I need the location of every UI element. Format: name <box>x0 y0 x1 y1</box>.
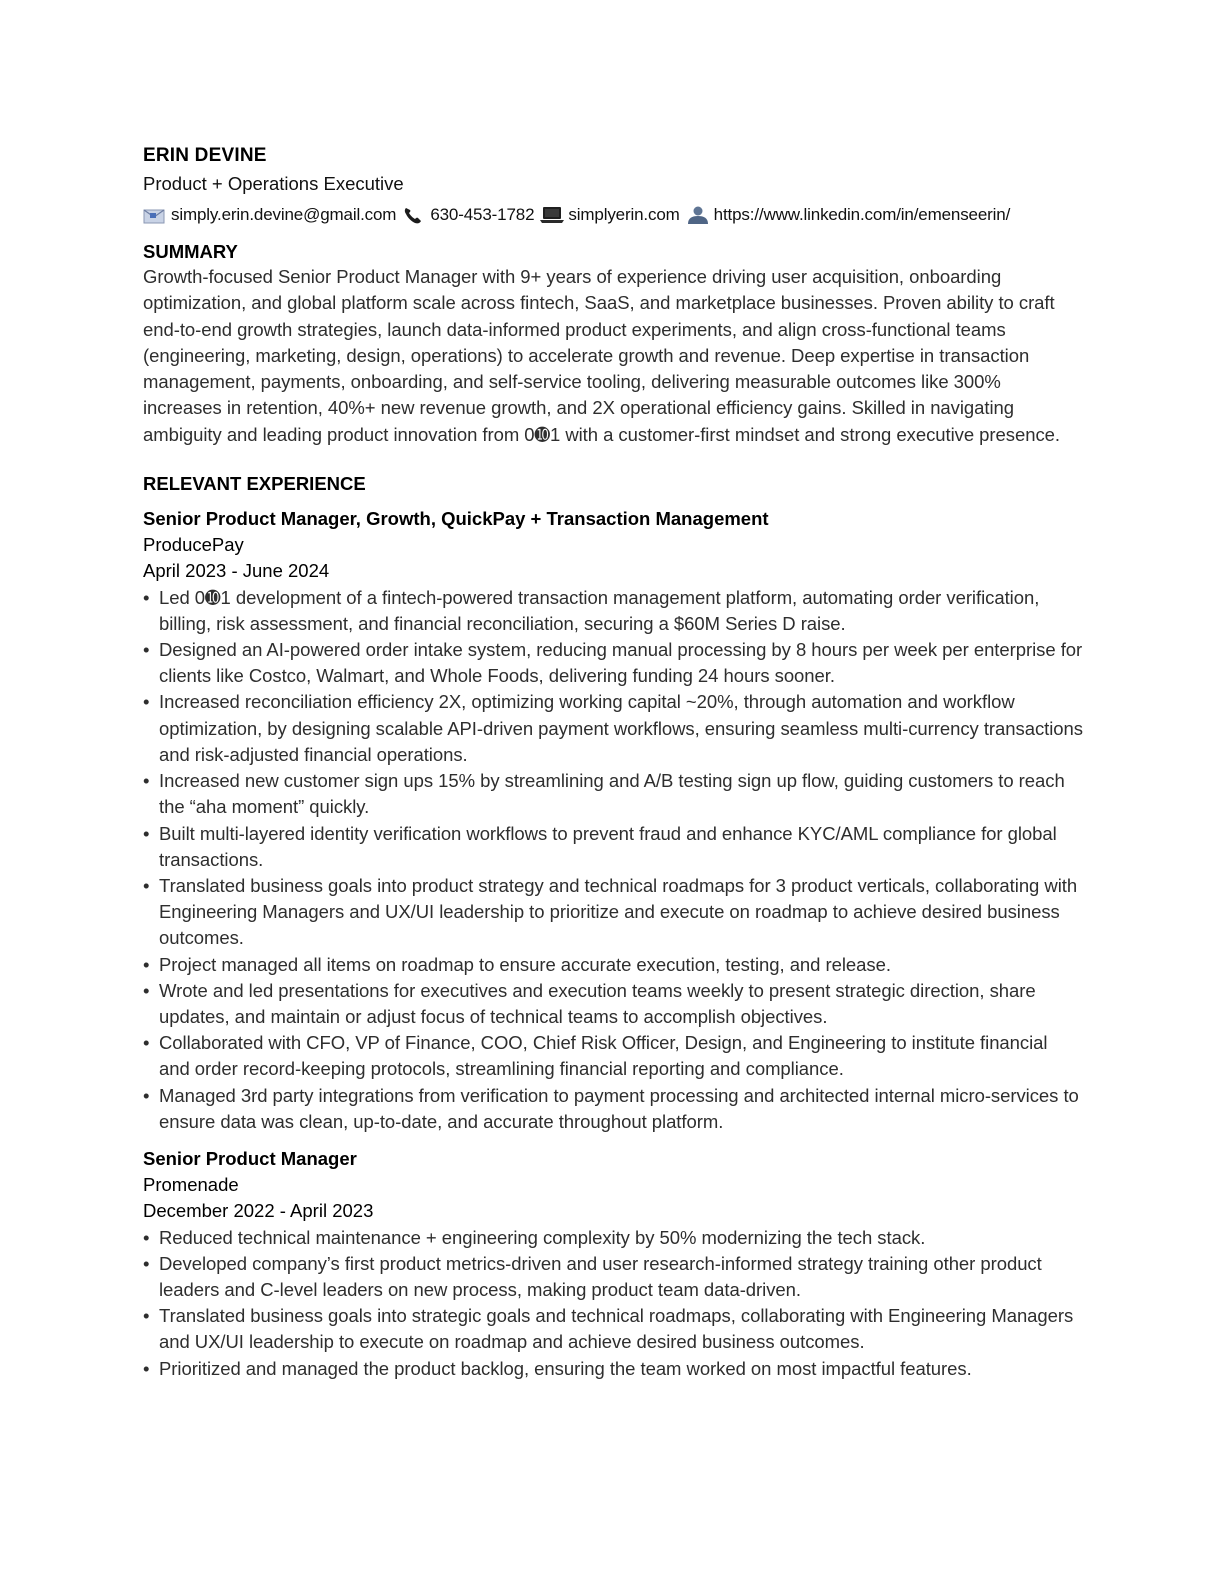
company-name: Promenade <box>143 1173 239 1195</box>
summary-heading: SUMMARY <box>143 241 238 262</box>
contact-website[interactable] <box>540 205 679 225</box>
bullet-item: • Developed company’s first product metrics-driven and user research-informed strategy training other product leaders and C-level leaders on new process, making product team data-driven. <box>143 1251 1083 1303</box>
experience-heading: RELEVANT EXPERIENCE <box>143 473 366 495</box>
contact-website-text: simplyerin.com <box>568 205 680 224</box>
bullet-item: • Collaborated with CFO, VP of Finance, COO, Chief Risk Officer, Design, and Engineering to institute financial and order record-keeping protocols, streamlining financial reporting and compliance. <box>143 1030 1083 1082</box>
bullet-item: • Translated business goals into product strategy and technical roadmaps for 3 product verticals, collaborating with Engineering Managers and UX/UI leadership to prioritize and execute on roadmap to achieve desired business outcomes. <box>143 873 1083 952</box>
bullet-item: • Translated business goals into strategic goals and technical roadmaps, collaborating with Engineering Managers and UX/UI leadership to execute on roadmap and achieve desired business outcomes. <box>143 1303 1083 1355</box>
job-bullets <box>143 585 1083 1135</box>
bullet-item: • Increased reconciliation efficiency 2X, optimizing working capital ~20%, through automation and workflow optimization, by designing scalable API-driven payment workflows, ensuring seamless multi-currency transactions and risk-adjusted financial operations. <box>143 689 1083 768</box>
candidate-headline: Product + Operations Executive <box>143 173 404 194</box>
contact-row <box>143 200 1083 230</box>
bullet-item: • Prioritized and managed the product backlog, ensuring the team worked on most impactful features. <box>143 1356 1083 1382</box>
bullet-item: • Built multi-layered identity verification workflows to prevent fraud and enhance KYC/AML compliance for global transactions. <box>143 821 1083 873</box>
person-icon <box>686 205 710 225</box>
contact-email[interactable] <box>143 205 396 225</box>
contact-email-text: simply.erin.devine@gmail.com <box>171 205 397 224</box>
job-entry <box>143 1146 1083 1382</box>
bullet-item: • Reduced technical maintenance + engineering complexity by 50% modernizing the tech stack. <box>143 1225 1083 1251</box>
summary-text: Growth-focused Senior Product Manager with 9+ years of experience driving user acquisition, onboarding optimization, and global platform scale across fintech, SaaS, and marketplace businesses. Proven ability to craft end-to-end growth strategies, launch data-informed product experiments, and align cross-functional teams (engineering, marketing, design, operations) to accelerate growth and revenue. Deep expertise in transaction management, payments, onboarding, and self-service tooling, delivering measurable outcomes like 300% increases in retention, 40%+ new revenue growth, and 2X operational efficiency gains. Skilled in navigating ambiguity and leading product innovation from 0➓1 with a customer-first mindset and strong executive presence. <box>143 266 1060 445</box>
email-icon <box>143 205 167 225</box>
contact-linkedin[interactable] <box>686 205 1011 225</box>
bullet-item: • Increased new customer sign ups 15% by streamlining and A/B testing sign up flow, guiding customers to reach the “aha moment” quickly. <box>143 768 1083 820</box>
bullet-item: • Wrote and led presentations for executives and execution teams weekly to present strategic direction, share updates, and maintain or adjust focus of technical teams to accomplish objectives. <box>143 978 1083 1030</box>
laptop-icon <box>540 205 564 225</box>
contact-linkedin-text: https://www.linkedin.com/in/emenseerin/ <box>713 205 1011 224</box>
contact-phone-text: 630-453-1782 <box>430 205 535 224</box>
bullet-item: • Led 0➓1 development of a fintech-powered transaction management platform, automating order verification, billing, risk assessment, and financial reconciliation, securing a $60M Series D raise. <box>143 585 1083 637</box>
job-entry <box>143 506 1083 1135</box>
resume-page <box>143 143 1083 1382</box>
bullet-item: • Project managed all items on roadmap to ensure accurate execution, testing, and release. <box>143 952 1083 978</box>
candidate-name: ERIN DEVINE <box>143 145 267 166</box>
job-dates: April 2023 - June 2024 <box>143 560 330 582</box>
job-title: Senior Product Manager, Growth, QuickPay + Transaction Management <box>143 508 769 530</box>
bullet-item: • Designed an AI-powered order intake system, reducing manual processing by 8 hours per week per enterprise for clients like Costco, Walmart, and Whole Foods, delivering funding 24 hours sooner. <box>143 637 1083 689</box>
job-dates: December 2022 - April 2023 <box>143 1200 374 1222</box>
job-bullets <box>143 1225 1083 1382</box>
phone-icon <box>402 205 426 225</box>
job-title: Senior Product Manager <box>143 1147 357 1169</box>
contact-phone[interactable] <box>402 205 534 225</box>
company-name: ProducePay <box>143 534 244 556</box>
bullet-item: • Managed 3rd party integrations from verification to payment processing and architected internal micro-services to ensure data was clean, up-to-date, and accurate throughout platform. <box>143 1083 1083 1135</box>
